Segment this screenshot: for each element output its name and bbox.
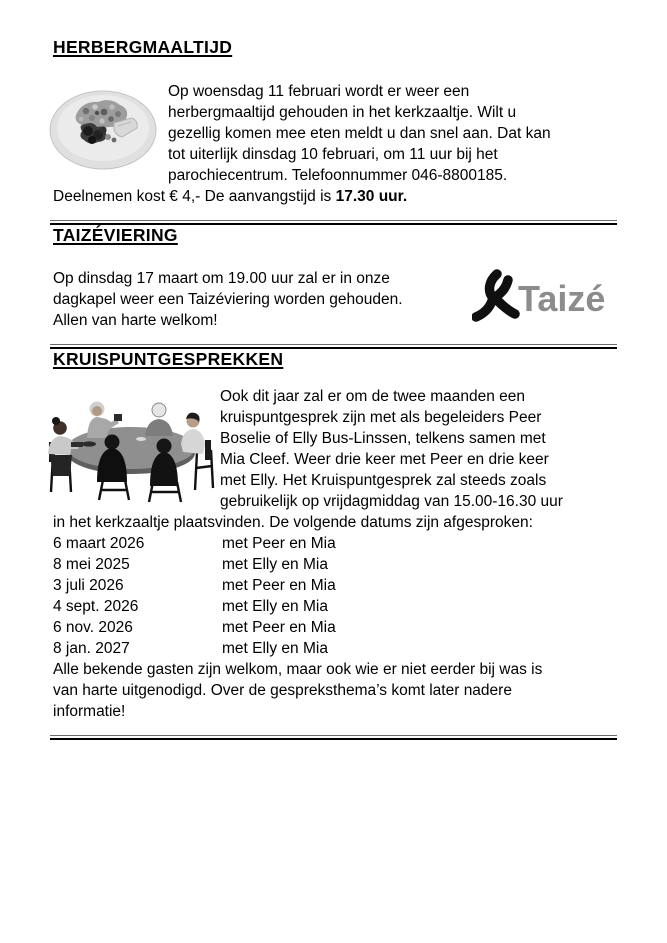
start-time-bold: 17.30 uur. — [335, 188, 408, 205]
meeting-clipart-image — [45, 392, 215, 504]
schedule-companions: met Peer en Mia — [222, 535, 336, 552]
schedule-companions: met Elly en Mia — [222, 598, 328, 615]
paragraph-line: Boselie of Elly Bus-Linssen, telkens samen met — [220, 430, 546, 447]
schedule-row — [53, 638, 617, 659]
schedule-date: 6 maart 2026 — [53, 535, 145, 552]
schedule-row — [53, 617, 617, 638]
heading-kruispuntgesprekken: KRUISPUNTGESPREKKEN — [53, 349, 284, 369]
heading-herbergmaaltijd: HERBERGMAALTIJD — [53, 37, 233, 57]
schedule-date: 3 juli 2026 — [53, 577, 124, 594]
paragraph-line: Mia Cleef. Weer drie keer met Peer en drie keer — [220, 451, 549, 468]
paragraph-line: Op woensdag 11 februari wordt er weer een — [168, 83, 470, 100]
schedule-date: 6 nov. 2026 — [53, 619, 133, 636]
food-plate-illustration — [48, 85, 158, 172]
paragraph-line: Op dinsdag 17 maart om 19.00 uur zal er in onze — [53, 270, 390, 287]
section-kruispuntgesprekken — [53, 349, 617, 722]
paragraph-line: kruispuntgesprek zijn met als begeleiders Peer — [220, 409, 542, 426]
people-around-table-illustration — [45, 392, 215, 504]
paragraph-line: gebruikelijk op vrijdagmiddag van 15.00-16.30 uur — [220, 493, 563, 510]
section-divider — [50, 735, 617, 740]
paragraph-line: in het kerkzaaltje plaatsvinden. De volgende datums zijn afgesproken: — [53, 514, 533, 531]
schedule-date: 8 mei 2025 — [53, 556, 130, 573]
taize-logo-text: Taizé — [518, 278, 606, 319]
closing-line: informatie! — [53, 703, 126, 720]
kruispuntgesprekken-paragraph — [220, 386, 563, 512]
paragraph-line: met Elly. Het Kruispuntgesprek zal steeds zoals — [220, 472, 547, 489]
paragraph-line: Ook dit jaar zal er om de twee maanden een — [220, 388, 526, 405]
closing-paragraph — [53, 659, 617, 722]
paragraph-line: herbergmaaltijd gehouden in het kerkzaaltje. Wilt u — [168, 104, 517, 121]
heading-taizeviering: TAIZÉVIERING — [53, 225, 178, 245]
schedule-date: 8 jan. 2027 — [53, 640, 130, 657]
schedule-row — [53, 554, 617, 575]
food-plate-image — [48, 85, 158, 172]
price-line — [53, 186, 617, 207]
schedule-row — [53, 533, 617, 554]
kruispuntgesprekken-body — [53, 386, 617, 512]
taize-logo-graphic — [472, 269, 617, 324]
paragraph-line: gezellig komen mee eten meldt u dan snel aan. Dat kan — [168, 125, 551, 142]
closing-line: Alle bekende gasten zijn welkom, maar ook wie er niet eerder bij was is — [53, 661, 543, 678]
schedule-companions: met Peer en Mia — [222, 619, 336, 636]
schedule-date: 4 sept. 2026 — [53, 598, 139, 615]
paragraph-line: tot uiterlijk dinsdag 10 februari, om 11 uur bij het — [168, 146, 498, 163]
taizeviering-paragraph — [53, 268, 403, 331]
dove-cross-icon — [476, 274, 515, 317]
paragraph-line: parochiecentrum. Telefoonnummer 046-8800185. — [168, 167, 508, 184]
herbergmaaltijd-paragraph — [168, 81, 551, 186]
paragraph-line: Allen van harte welkom! — [53, 312, 218, 329]
paragraph-line: dagkapel weer een Taizéviering worden gehouden. — [53, 291, 403, 308]
section-taizeviering — [53, 225, 617, 331]
schedule-row — [53, 575, 617, 596]
closing-line: van harte uitgenodigd. Over de gespreksthema’s komt later nadere — [53, 682, 512, 699]
taizeviering-body — [53, 268, 617, 331]
schedule-companions: met Elly en Mia — [222, 556, 328, 573]
price-line-text: Deelnemen kost € 4,- De aanvangstijd is — [53, 188, 336, 205]
schedule-companions: met Elly en Mia — [222, 640, 328, 657]
section-herbergmaaltijd — [53, 37, 617, 207]
herbergmaaltijd-body — [53, 81, 617, 186]
taize-logo — [472, 269, 617, 321]
schedule-companions: met Peer en Mia — [222, 577, 336, 594]
schedule-row — [53, 596, 617, 617]
schedule-list — [53, 533, 617, 659]
